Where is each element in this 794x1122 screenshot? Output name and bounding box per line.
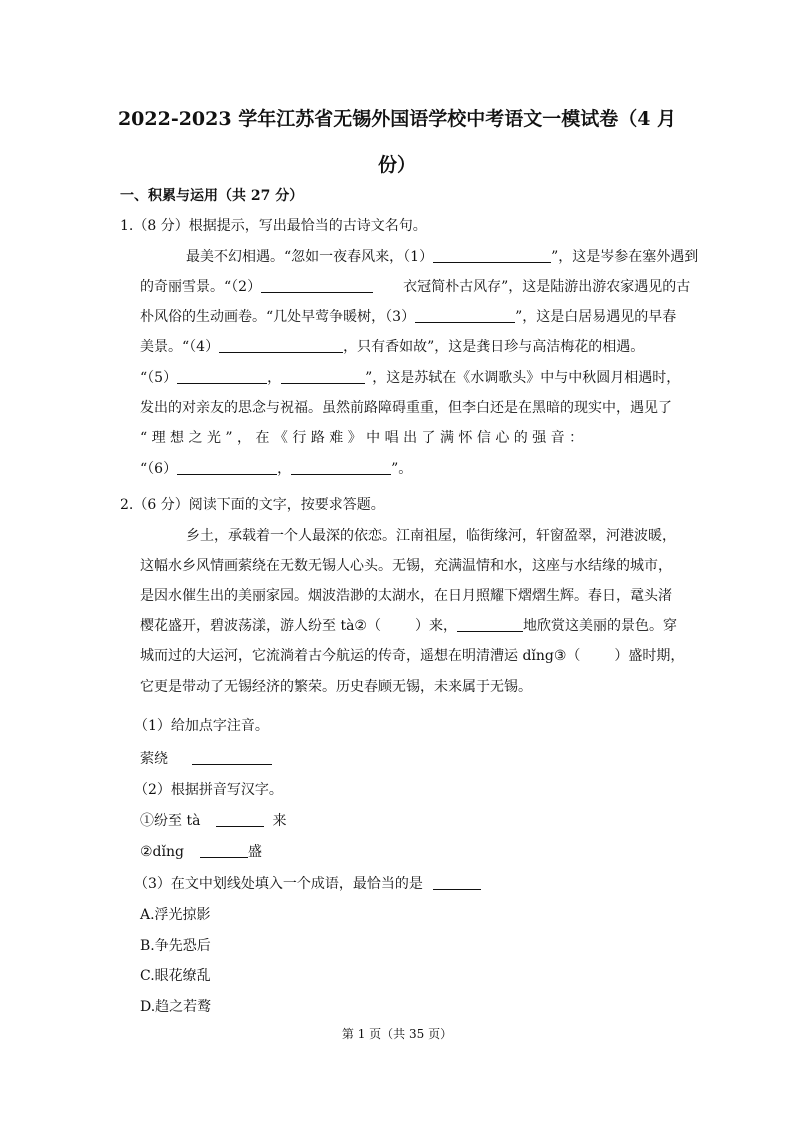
q2-sub1: （1）给加点字注音。 bbox=[134, 718, 269, 734]
exam-title bbox=[100, 96, 694, 188]
pinyin-blank[interactable] bbox=[192, 748, 272, 765]
answer-blank-2[interactable] bbox=[261, 276, 373, 293]
q2-sub2: （2）根据拼音写汉字。 bbox=[134, 782, 283, 798]
hanzi-blank-2[interactable] bbox=[200, 841, 248, 858]
q1-line-3: 朴风俗的生动画卷。“几处早莺争暖树，（3） ”，这是白居易遇见的早春 bbox=[140, 305, 676, 329]
q2-line-4: 樱花盛开，碧波荡漾，游人纷至 tà②（ ）来， 地欣赏这美丽的景色。穿 bbox=[140, 614, 677, 638]
option-b[interactable]: B.争先恐后 bbox=[140, 938, 211, 954]
q1-line-5: “（5） ， ”，这是苏轼在《水调歌头》中与中秋圆月相遇时， bbox=[140, 366, 680, 390]
answer-blank-4[interactable] bbox=[219, 336, 343, 353]
option-a[interactable]: A.浮光掠影 bbox=[140, 907, 211, 923]
answer-blank-1[interactable] bbox=[433, 246, 551, 263]
dotted-word: 萦绕 bbox=[140, 751, 168, 767]
option-c[interactable]: C.眼花缭乱 bbox=[140, 968, 211, 984]
q2-line-5: 城而过的大运河，它流淌着古今航运的传奇，遥想在明清漕运 dǐng③（ ）盛时期， bbox=[140, 648, 685, 664]
answer-blank-6b[interactable] bbox=[291, 458, 391, 475]
q2-line-2: 这幅水乡风情画萦绕在无数无锡人心头。无锡，充满温情和水，这座与水结缘的城市， bbox=[140, 558, 672, 574]
q1-line-1: 最美不幻相遇。“忽如一夜春风来，（1） ”，这是岑参在塞外遇到 bbox=[186, 245, 698, 269]
q2-sub2-a: ①纷至 tà 来 bbox=[140, 809, 286, 833]
answer-blank-5a[interactable] bbox=[177, 367, 267, 384]
page-footer: 第 1 页（共 35 页） bbox=[341, 1027, 453, 1041]
q1-line-7: “ 理 想 之 光 ” ， 在 《 行 路 难 》 中 唱 出 了 满 怀 信 心 的 强 音 ： bbox=[140, 430, 584, 446]
q2-line-1: 乡土，承载着一个人最深的依恋。江南祖屋，临街缘河，轩窗盈翠，河港波暖， bbox=[186, 528, 676, 544]
answer-blank-6a[interactable] bbox=[177, 458, 277, 475]
idiom-blank-inline[interactable] bbox=[457, 615, 523, 632]
answer-blank-5b[interactable] bbox=[281, 367, 365, 384]
title-line-2: 份） bbox=[377, 154, 416, 176]
q1-line-6: 发出的对亲友的思念与祝福。虽然前路障碍重重，但李白还是在黑暗的现实中，遇见了 bbox=[140, 400, 672, 416]
q2-sub2-b: ②dǐng 盛 bbox=[140, 840, 262, 864]
idiom-answer-blank[interactable] bbox=[433, 873, 481, 890]
option-d[interactable]: D.趋之若鹜 bbox=[140, 999, 212, 1015]
q2-line-6: 它更是带动了无锡经济的繁荣。历史春顾无锡，未来属于无锡。 bbox=[140, 679, 532, 695]
q1-line-4: 美景。“（4） ，只有香如故”，这是龚日珍与高洁梅花的相遇。 bbox=[140, 335, 644, 359]
hanzi-blank-1[interactable] bbox=[216, 810, 264, 827]
answer-blank-3[interactable] bbox=[415, 306, 515, 323]
q2-sub3: （3）在文中划线处填入一个成语，最恰当的是 bbox=[134, 872, 481, 896]
q2-stem: 2.（6 分）阅读下面的文字，按要求答题。 bbox=[120, 497, 385, 513]
q1-stem: 1.（8 分）根据提示，写出最恰当的古诗文名句。 bbox=[120, 218, 427, 234]
q2-sub1-answer bbox=[140, 747, 272, 771]
section-heading: 一、积累与运用（共 27 分） bbox=[120, 188, 304, 204]
q2-line-3: 是因水催生出的美丽家园。烟波浩渺的太湖水，在日月照耀下熠熠生辉。春日，鼋头渚 bbox=[140, 588, 672, 604]
title-line-1: 2022-2023 学年江苏省无锡外国语学校中考语文一模试卷（4 月 bbox=[117, 108, 677, 130]
q1-line-8: “（6） ， ”。 bbox=[140, 457, 412, 481]
q1-line-2: 的奇丽雪景。“（2） 衣冠简朴古风存”，这是陆游出游农家遇见的古 bbox=[140, 275, 690, 299]
